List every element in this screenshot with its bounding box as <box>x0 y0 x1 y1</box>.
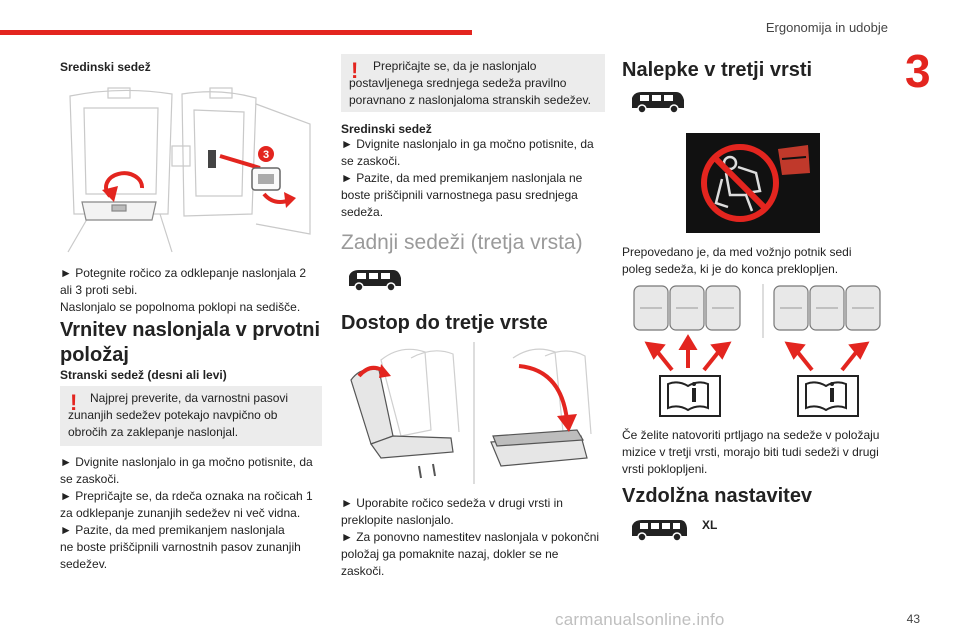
col3-para2-line: vrsti poklopljeni. <box>622 462 708 476</box>
van-xl-icon <box>630 518 688 542</box>
col3-para2-line: mizice v tretji vrsti, morajo biti tudi sedeži v drugi <box>622 445 879 459</box>
section-title-third-row: Zadnji sedeži (tretja vrsta) <box>341 231 583 254</box>
van-icon <box>345 268 403 292</box>
chapter-number: 3 <box>905 45 931 97</box>
col2-para1-line: boste priščipnili varnostnega pasu srednjega <box>341 188 578 202</box>
col3-paragraph-2 <box>622 427 892 478</box>
warning-text: Najprej preverite, da varnostni pasovi zunanjih sedežev potekajo navpično ob obročih za zaklepanje naslonjal. <box>68 391 289 439</box>
heading-restore-backrest <box>60 318 322 368</box>
col2-para1-line: sedeža. <box>341 205 384 219</box>
col2-paragraph-2 <box>341 495 609 580</box>
watermark: carmanualsonline.info <box>555 610 725 629</box>
col2-para2-line: ► Uporabite ročico sedeža v drugi vrsti in <box>341 496 563 510</box>
subheading-center-seat: Sredinski sedež <box>60 60 151 74</box>
heading-line: Vrnitev naslonjala v prvotni <box>60 319 321 341</box>
col1-para2-line: sedežev. <box>60 557 108 571</box>
col2-para1-line: ► Pazite, da med premikanjem naslonjala ne <box>341 171 583 185</box>
col1-para1-line: ali 3 proti sebi. <box>60 283 138 297</box>
col2-para2-line: položaj ga pomaknite nazaj, dokler se ne <box>341 547 559 561</box>
col2-para1-line: ► Dvignite naslonjalo in ga močno potisnite, da <box>341 137 594 151</box>
col1-para2-line: se zaskoči. <box>60 472 120 486</box>
subheading-center-seat-2: Sredinski sedež <box>341 122 432 136</box>
warning-icon: ! <box>70 390 78 415</box>
col2-para2-line: preklopite naslonjalo. <box>341 513 454 527</box>
van-icon <box>628 90 686 114</box>
col1-para2-line: za odklepanje zunanjih sedežev ni več vidna. <box>60 506 301 520</box>
col1-para2-line: ► Pazite, da med premikanjem naslonjala <box>60 523 285 537</box>
col1-para2-line: ne boste priščipnili varnostnih pasov zunanjih <box>60 540 301 554</box>
col1-para2-line: ► Prepričajte se, da rdeča oznaka na ročicah 1 <box>60 489 313 503</box>
col2-para1-line: se zaskoči. <box>341 154 401 168</box>
xl-label: XL <box>702 518 718 532</box>
col3-para1-line: poleg sedeža, ki je do konca preklopljen. <box>622 262 839 276</box>
warning-text: Prepričajte se, da je naslonjalo postavljenega srednjega sedeža pravilno poravnano z naslonjaloma stranskih sedežev. <box>349 59 591 107</box>
header-accent-bar <box>0 30 472 35</box>
col1-para1-line: ► Potegnite ročico za odklepanje naslonjala 2 <box>60 266 307 280</box>
col1-paragraph-2 <box>60 454 324 573</box>
warning-icon: ! <box>351 58 359 83</box>
warning-box-col1 <box>60 386 322 446</box>
col1-paragraph-1 <box>60 265 320 316</box>
page-number: 43 <box>906 612 920 626</box>
col2-para2-line: ► Za ponovno namestitev naslonjala v pokončni <box>341 530 600 544</box>
col3-paragraph-1 <box>622 244 890 278</box>
third-row-access-illustration <box>341 340 607 486</box>
heading-access-third-row: Dostop do tretje vrste <box>341 312 548 334</box>
header-title: Ergonomija in udobje <box>765 20 888 35</box>
subheading-side-seat: Stranski sedež (desni ali levi) <box>60 368 227 382</box>
callout-3-label: 3 <box>262 149 270 161</box>
col1-para1-line: Naslonjalo se popolnoma poklopi na sedišče. <box>60 300 301 314</box>
heading-longitudinal-adjustment: Vzdolžna nastavitev <box>622 485 813 507</box>
manual-reference-sticker-illustration <box>628 284 898 418</box>
no-sitting-sticker <box>686 133 820 233</box>
col3-para2-line: Če želite natovoriti prtljago na sedeže v položaju <box>622 428 880 442</box>
warning-box-col2 <box>341 54 605 112</box>
col1-para2-line: ► Dvignite naslonjalo in ga močno potisnite, da <box>60 455 313 469</box>
heading-third-row-labels: Nalepke v tretji vrsti <box>622 59 813 81</box>
heading-line: položaj <box>60 344 129 366</box>
col2-para2-line: zaskoči. <box>341 564 385 578</box>
col2-paragraph-1 <box>341 136 607 221</box>
center-seat-release-illustration <box>60 84 312 256</box>
col3-para1-line: Prepovedano je, da med vožnjo potnik sedi <box>622 245 852 259</box>
